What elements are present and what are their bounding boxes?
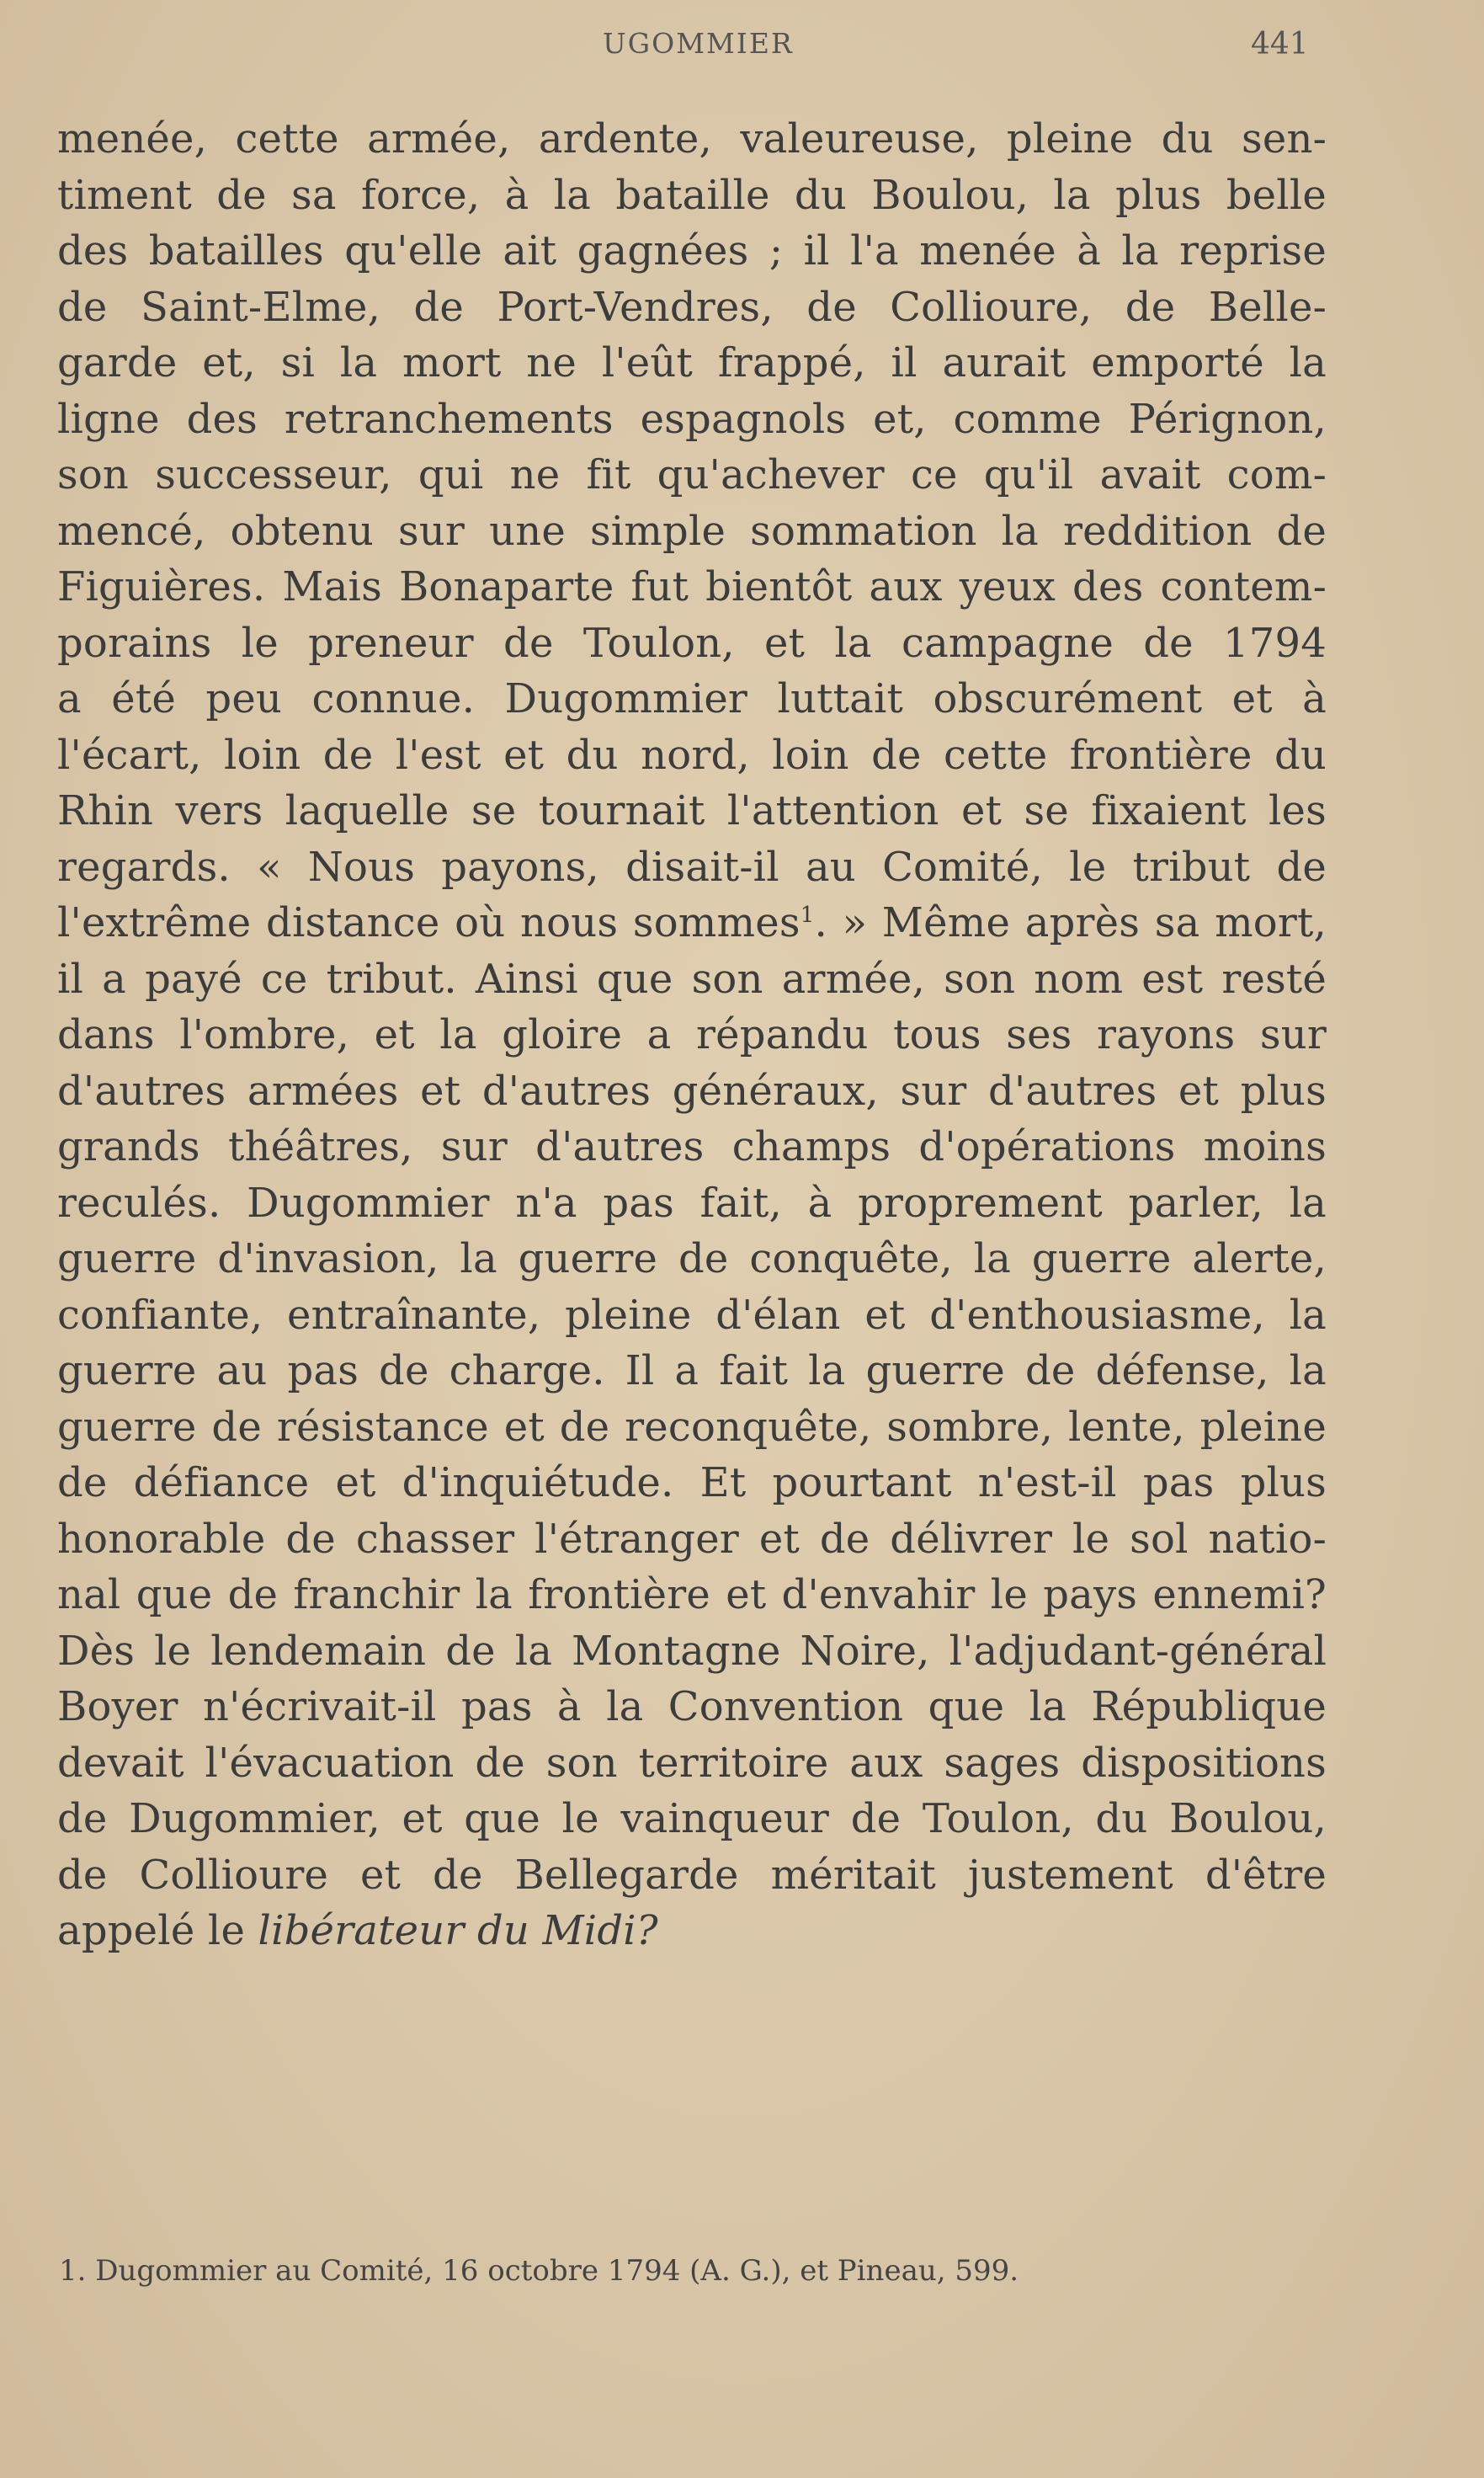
text-line-with-footnote-ref [57,895,1327,951]
text-line: reculés. Dugommier n'a pas fait, à proprement parler, la [57,1179,1327,1227]
text-line: de Dugommier, et que le vainqueur de Toulon, du Boulou, [57,1795,1327,1842]
italic-title: libérateur du Midi? [258,1907,658,1954]
text-line: nal que de franchir la frontière et d'envahir le pays ennemi? [57,1571,1327,1618]
text-line: a été peu connue. Dugommier luttait obscurément et à [57,675,1327,722]
text-line: garde et, si la mort ne l'eût frappé, il aurait emporté la [57,339,1327,386]
text-line: guerre de résistance et de reconquête, sombre, lente, pleine [57,1403,1327,1451]
text-line: timent de sa force, à la bataille du Boulou, la plus belle [57,171,1327,219]
text-line: devait l'évacuation de son territoire aux sages dispositions [57,1739,1327,1787]
text-line-last [57,1903,1327,1959]
text-line: grands théâtres, sur d'autres champs d'opérations moins [57,1123,1327,1170]
footnote: 1. Dugommier au Comité, 16 octobre 1794 (A. G.), et Pineau, 599. [59,2254,1019,2288]
text-line: guerre d'invasion, la guerre de conquête, la guerre alerte, [57,1235,1327,1282]
text-line: ligne des retranchements espagnols et, comme Pérignon, [57,395,1327,443]
text-line: dans l'ombre, et la gloire a répandu tous ses rayons sur [57,1011,1327,1058]
text-line: menée, cette armée, ardente, valeureuse, pleine du sen- [57,115,1327,163]
text-line: de Saint-Elme, de Port-Vendres, de Collioure, de Belle- [57,283,1327,331]
footnote-ref: 1 [800,903,815,928]
text-line: de défiance et d'inquiétude. Et pourtant n'est-il pas plus [57,1459,1327,1506]
text-line-head: l'extrême distance où nous sommes [57,899,801,946]
text-line: guerre au pas de charge. Il a fait la guerre de défense, la [57,1347,1327,1394]
text-line: il a payé ce tribut. Ainsi que son armée, son nom est resté [57,955,1327,1003]
text-line: Figuières. Mais Bonaparte fut bientôt aux yeux des contem- [57,563,1327,610]
text-line: honorable de chasser l'étranger et de délivrer le sol natio- [57,1515,1327,1563]
text-line: d'autres armées et d'autres généraux, sur d'autres et plus [57,1067,1327,1115]
text-line: son successeur, qui ne fit qu'achever ce qu'il avait com- [57,451,1327,498]
text-line: porains le preneur de Toulon, et la campagne de 1794 [57,619,1327,667]
body-text [57,111,1327,1959]
page-number: 441 [1251,27,1309,61]
text-line-tail: . » Même après sa mort, [814,899,1327,946]
page-header [0,27,1484,64]
text-line: Rhin vers laquelle se tournait l'attention et se fixaient les [57,787,1327,834]
text-line: regards. « Nous payons, disait-il au Comité, le tribut de [57,843,1327,891]
text-line: l'écart, loin de l'est et du nord, loin de cette frontière du [57,731,1327,779]
text-line: Dès le lendemain de la Montagne Noire, l'adjudant-général [57,1627,1327,1675]
text-line-head: appelé le [57,1907,246,1954]
text-line: confiante, entraînante, pleine d'élan et d'enthousiasme, la [57,1291,1327,1339]
text-line: de Collioure et de Bellegarde méritait justement d'être [57,1851,1327,1899]
text-line: Boyer n'écrivait-il pas à la Convention que la République [57,1683,1327,1730]
text-line: des batailles qu'elle ait gagnées ; il l'a menée à la reprise [57,227,1327,274]
text-line: mencé, obtenu sur une simple sommation la reddition de [57,507,1327,555]
running-title: UGOMMIER [603,27,794,60]
